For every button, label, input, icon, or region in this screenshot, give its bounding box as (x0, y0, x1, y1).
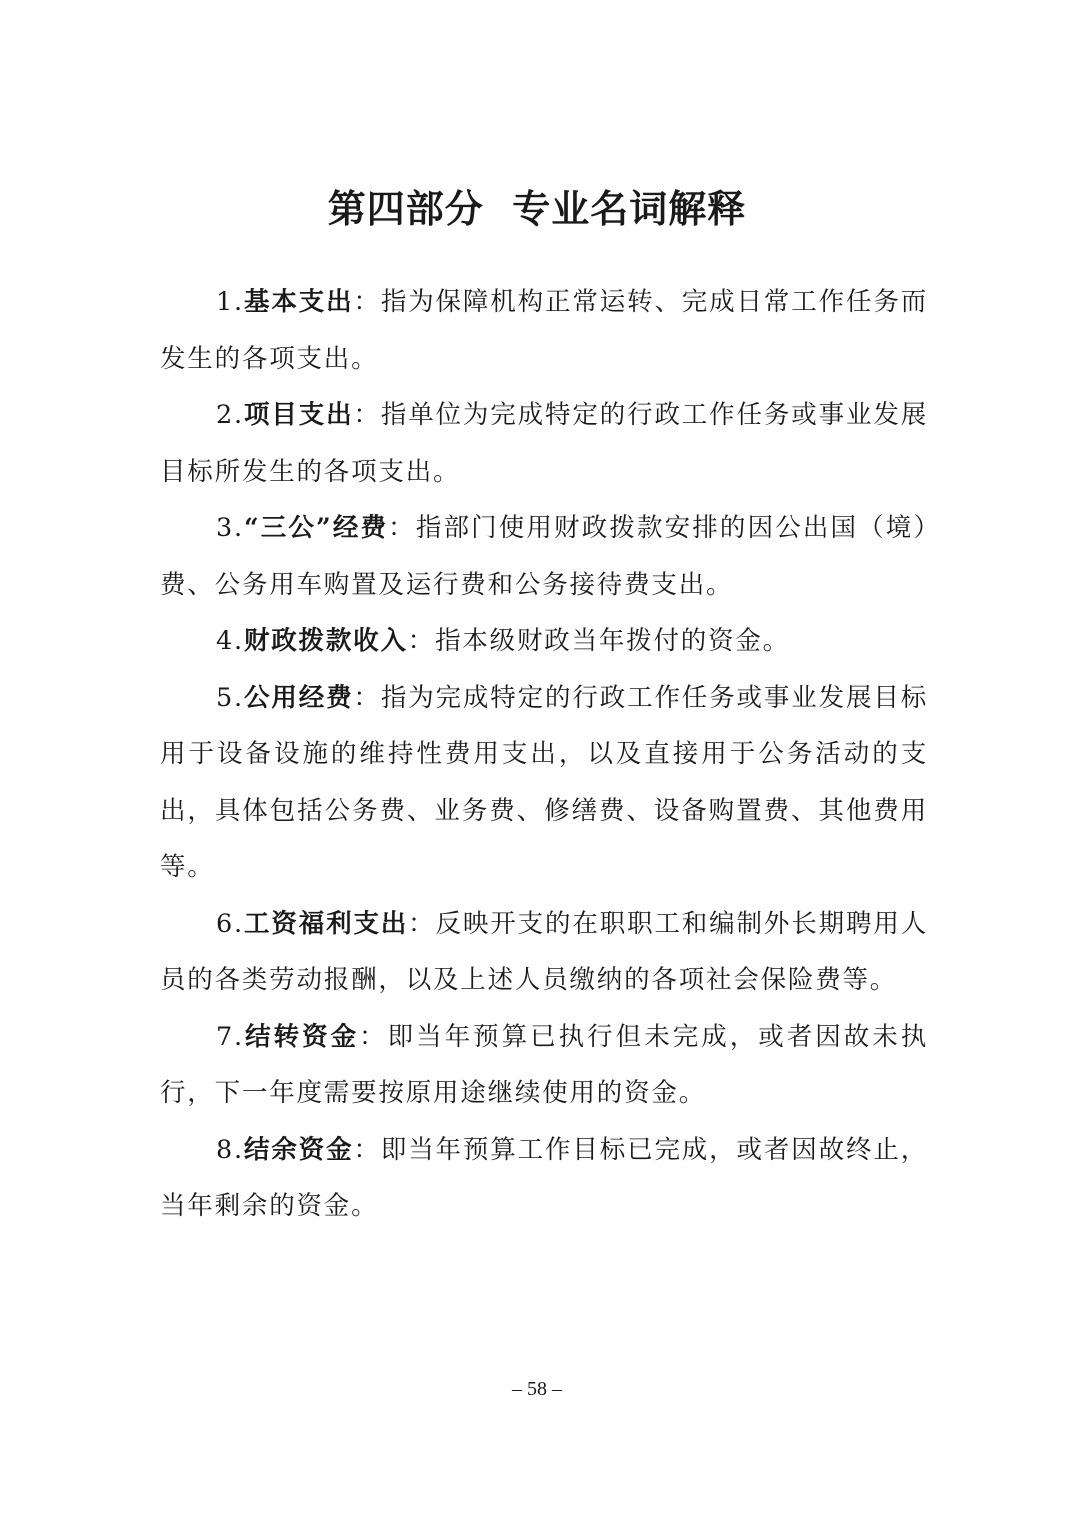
entry-term: 基本支出 (243, 287, 354, 317)
entry-term: 项目支出 (243, 400, 354, 430)
entry-term: “三公”经费 (243, 513, 389, 543)
entry-separator: ： (353, 287, 381, 317)
entry-term: 结转资金 (243, 1021, 360, 1052)
entry-separator: ： (359, 1021, 388, 1052)
entry-separator: ： (353, 682, 381, 713)
glossary-entry-2 (160, 387, 928, 500)
glossary-entry-7 (160, 1009, 928, 1122)
entry-definition: 指部门使用财政拨款安排的因公出国（境）费、公务用车购置及运行费和公务接待费支出。 (160, 513, 928, 600)
entry-term: 工资福利支出 (243, 908, 409, 939)
glossary-body (160, 274, 928, 1235)
entry-definition: 指为保障机构正常运转、完成日常工作任务而发生的各项支出。 (160, 287, 928, 374)
entry-separator: ： (408, 908, 436, 939)
entry-definition: 指本级财政当年拨付的资金。 (435, 626, 790, 656)
entry-separator: ： (388, 513, 416, 543)
entry-term: 结余资金 (243, 1134, 354, 1165)
glossary-entry-4 (160, 613, 928, 670)
entry-term: 财政拨款收入 (243, 626, 408, 656)
glossary-entry-6 (160, 896, 928, 1009)
entry-separator: ： (353, 400, 381, 430)
entry-term: 公用经费 (243, 682, 354, 713)
page-title: 第四部分 专业名词解释 (327, 186, 747, 231)
glossary-entry-1 (160, 274, 928, 387)
entry-number: 1. (216, 287, 244, 317)
entry-definition: 反映开支的在职职工和编制外长期聘用人员的各类劳动报酬，以及上述人员缴纳的各项社会保险费等。 (160, 908, 928, 995)
entry-number: 7. (216, 1021, 244, 1052)
entry-separator: ： (353, 1134, 381, 1165)
entry-number: 6. (216, 908, 244, 939)
entry-number: 8. (216, 1134, 244, 1165)
glossary-entry-3 (160, 500, 928, 613)
entry-definition: 即当年预算已执行但未完成，或者因故未执行，下一年度需要按原用途继续使用的资金。 (160, 1021, 929, 1108)
entry-number: 3. (216, 513, 244, 543)
entry-definition: 指为完成特定的行政工作任务或事业发展目标用于设备设施的维持性费用支出，以及直接用于公务活动的支出，具体包括公务费、业务费、修缮费、设备购置费、其他费用等。 (160, 682, 928, 882)
glossary-entry-5 (160, 670, 928, 896)
entry-number: 4. (216, 626, 244, 656)
glossary-entry-8 (160, 1122, 928, 1235)
page-number: – 58 – (512, 1378, 562, 1400)
entry-definition: 指单位为完成特定的行政工作任务或事业发展目标所发生的各项支出。 (160, 400, 928, 487)
entry-number: 5. (216, 682, 244, 713)
entry-definition: 即当年预算工作目标已完成，或者因故终止，当年剩余的资金。 (160, 1134, 928, 1221)
entry-number: 2. (216, 400, 244, 430)
entry-separator: ： (407, 626, 436, 656)
